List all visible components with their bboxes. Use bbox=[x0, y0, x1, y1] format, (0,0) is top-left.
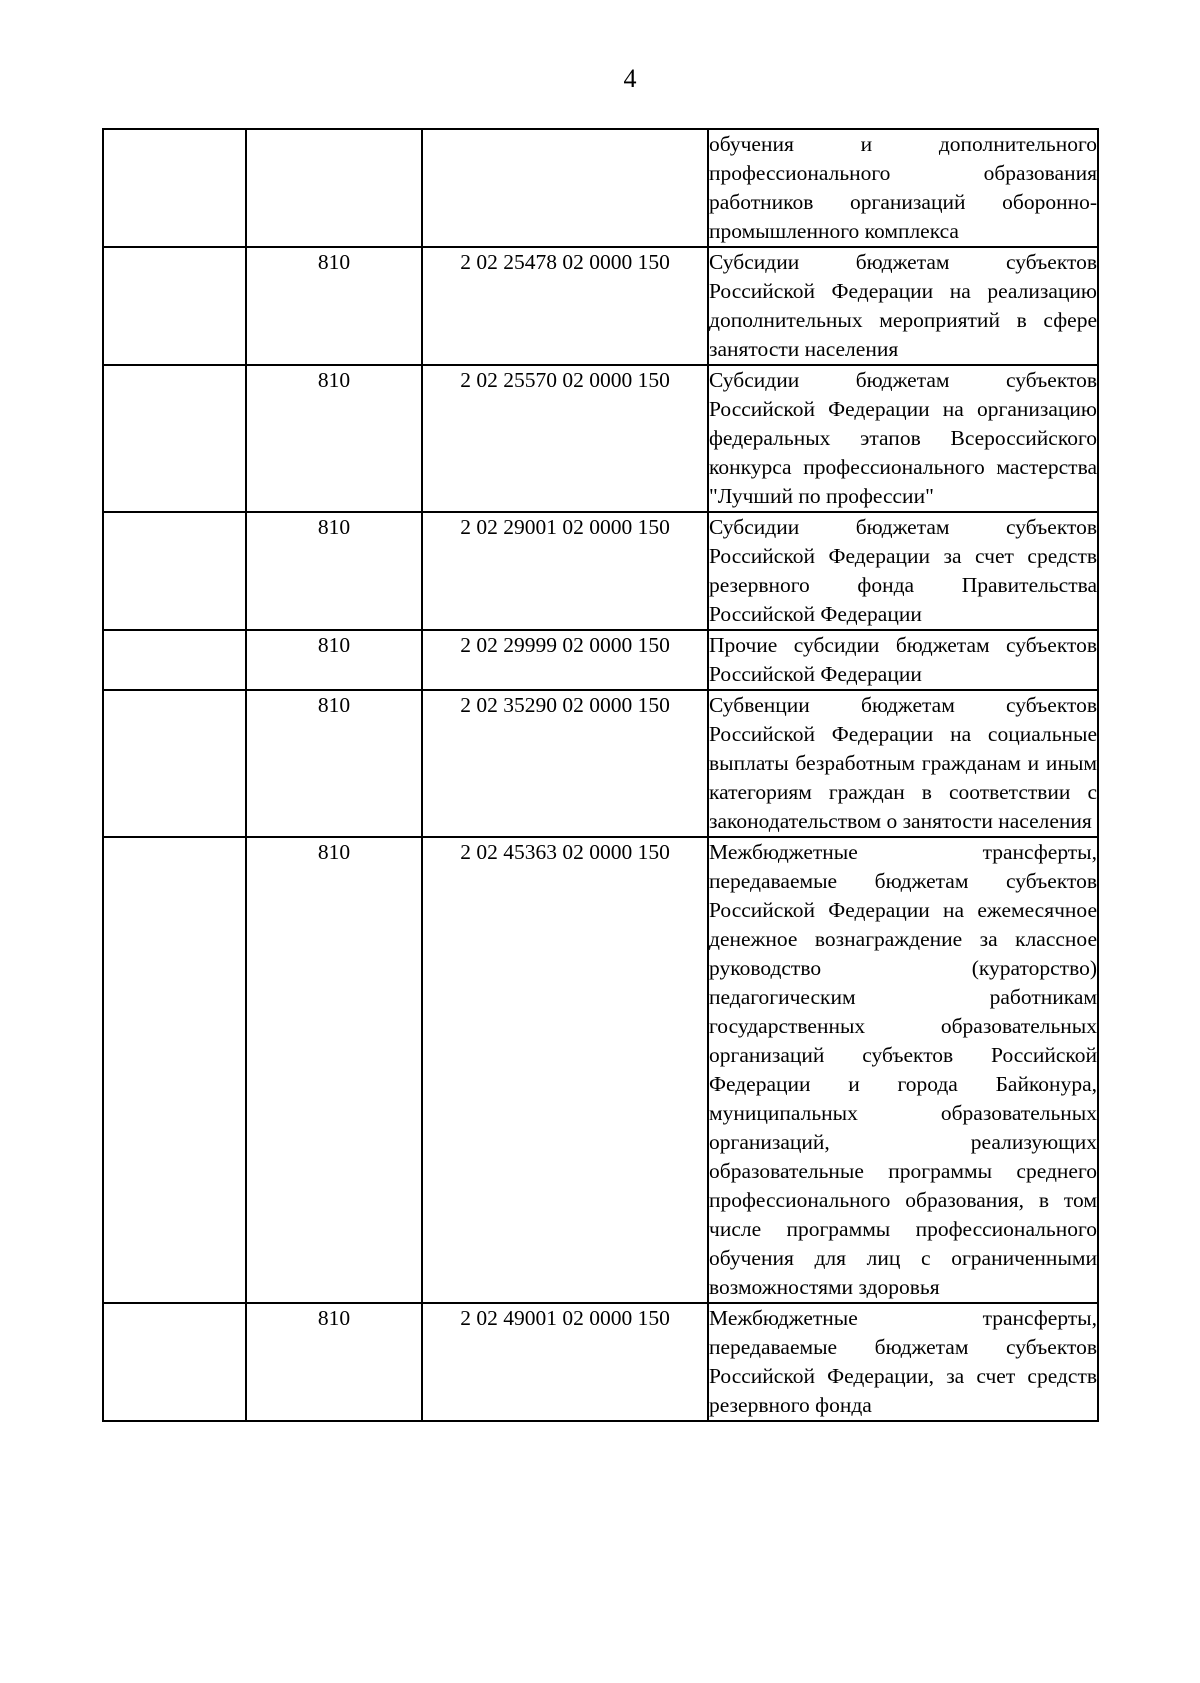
table-cell-admin-code: 810 bbox=[246, 630, 422, 690]
table-cell-admin-code: 810 bbox=[246, 512, 422, 630]
table-row bbox=[103, 837, 1098, 1303]
table-cell-description: обучения и дополнительного профессионального образования работников организаций оборонно-промышленного комплекса bbox=[708, 129, 1098, 247]
table-row bbox=[103, 690, 1098, 837]
table-cell-budget-code: 2 02 25570 02 0000 150 bbox=[422, 365, 708, 512]
table-cell-col1 bbox=[103, 365, 246, 512]
table-cell-budget-code: 2 02 25478 02 0000 150 bbox=[422, 247, 708, 365]
page-number: 4 bbox=[623, 64, 637, 93]
table-row bbox=[103, 1303, 1098, 1421]
table-cell-budget-code bbox=[422, 129, 708, 247]
table-cell-budget-code: 2 02 29999 02 0000 150 bbox=[422, 630, 708, 690]
table-cell-admin-code bbox=[246, 129, 422, 247]
table-cell-col1 bbox=[103, 630, 246, 690]
table-cell-admin-code: 810 bbox=[246, 1303, 422, 1421]
table-cell-col1 bbox=[103, 690, 246, 837]
table-cell-admin-code: 810 bbox=[246, 247, 422, 365]
table-cell-description: Субсидии бюджетам субъектов Российской Федерации на реализацию дополнительных мероприятий в сфере занятости населения bbox=[708, 247, 1098, 365]
table-row bbox=[103, 630, 1098, 690]
table-row bbox=[103, 247, 1098, 365]
table-cell-col1 bbox=[103, 512, 246, 630]
table-cell-col1 bbox=[103, 247, 246, 365]
table-cell-admin-code: 810 bbox=[246, 837, 422, 1303]
table-cell-description: Межбюджетные трансферты, передаваемые бюджетам субъектов Российской Федерации на ежемесячное денежное вознаграждение за классное руководство (кураторство) педагогическим работникам государственных образовательных организаций субъектов Российской Федерации и города Байконура, муниципальных образовательных организаций, реализующих образовательные программы среднего профессионального образования, в том числе программы профессионального обучения для лиц с ограниченными возможностями здоровья bbox=[708, 837, 1098, 1303]
table-cell-budget-code: 2 02 35290 02 0000 150 bbox=[422, 690, 708, 837]
table-cell-description: Межбюджетные трансферты, передаваемые бюджетам субъектов Российской Федерации, за счет средств резервного фонда bbox=[708, 1303, 1098, 1421]
table-cell-admin-code: 810 bbox=[246, 365, 422, 512]
table-cell-description: Субсидии бюджетам субъектов Российской Федерации за счет средств резервного фонда Правительства Российской Федерации bbox=[708, 512, 1098, 630]
table-row bbox=[103, 129, 1098, 247]
table-cell-description: Субвенции бюджетам субъектов Российской Федерации на социальные выплаты безработным гражданам и иным категориям граждан в соответствии с законодательством о занятости населения bbox=[708, 690, 1098, 837]
table-cell-budget-code: 2 02 29001 02 0000 150 bbox=[422, 512, 708, 630]
table-cell-description: Прочие субсидии бюджетам субъектов Российской Федерации bbox=[708, 630, 1098, 690]
table-cell-col1 bbox=[103, 1303, 246, 1421]
table-cell-budget-code: 2 02 45363 02 0000 150 bbox=[422, 837, 708, 1303]
budget-codes-table bbox=[102, 128, 1099, 1422]
table-cell-col1 bbox=[103, 837, 246, 1303]
table-cell-admin-code: 810 bbox=[246, 690, 422, 837]
table-cell-col1 bbox=[103, 129, 246, 247]
table-row bbox=[103, 365, 1098, 512]
table-row bbox=[103, 512, 1098, 630]
table-cell-description: Субсидии бюджетам субъектов Российской Федерации на организацию федеральных этапов Всероссийского конкурса профессионального мастерства "Лучший по профессии" bbox=[708, 365, 1098, 512]
table-cell-budget-code: 2 02 49001 02 0000 150 bbox=[422, 1303, 708, 1421]
